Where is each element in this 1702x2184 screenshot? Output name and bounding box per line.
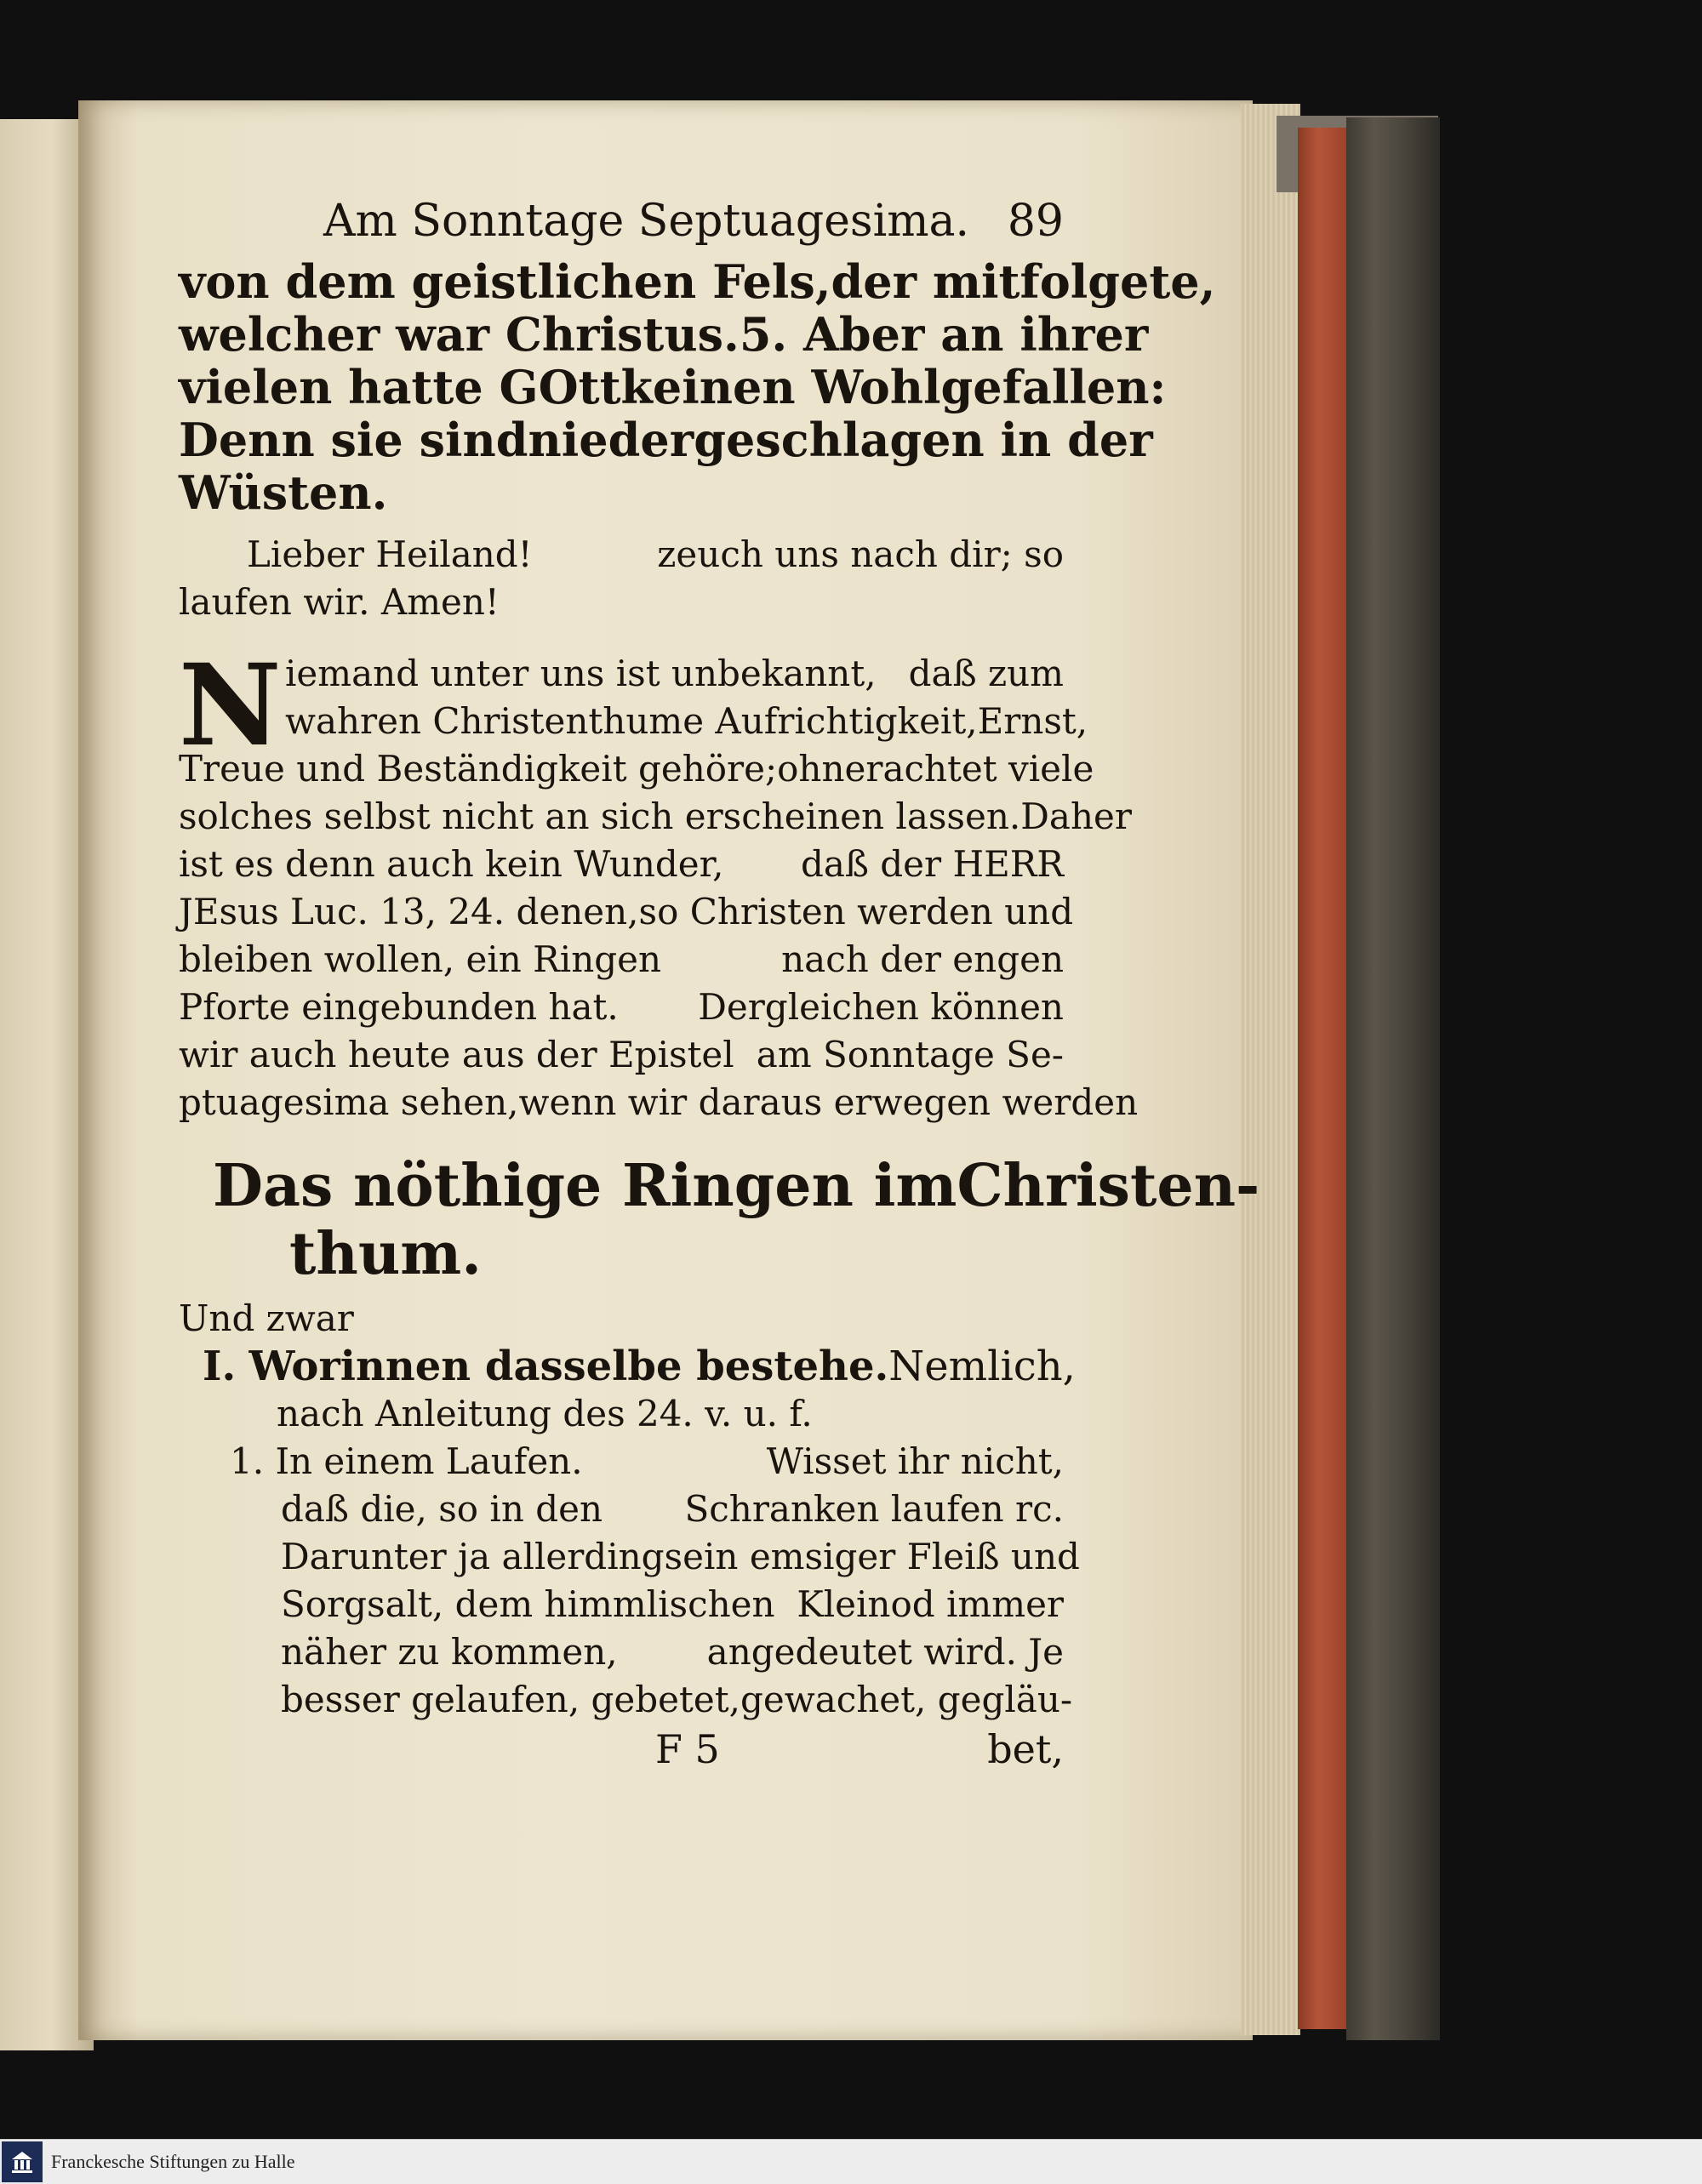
signature-mark: F 5 bbox=[655, 1726, 720, 1772]
item-number: 1. bbox=[230, 1440, 265, 1482]
item-heading: 1. In einem Laufen. Wisset ihr nicht, bbox=[179, 1438, 1064, 1485]
title-line: Das nöthige Ringen im Christen- bbox=[213, 1152, 1260, 1220]
item-line: näher zu kommen, angedeutet wird. Je bbox=[281, 1631, 1064, 1673]
verse-line: Denn sie sind niedergeschlagen in der bbox=[179, 413, 1153, 467]
item-line: daß die, so in den Schranken laufen rc. bbox=[281, 1488, 1064, 1530]
page-number: 89 bbox=[1007, 196, 1064, 247]
und-zwar: Und zwar bbox=[179, 1297, 354, 1339]
intro-line: ptuagesima sehen, wenn wir daraus erwegen werden bbox=[179, 1081, 1139, 1123]
item-line: Sorgsalt, dem himmlischen Kleinod immer bbox=[281, 1583, 1064, 1625]
text-block bbox=[179, 170, 1260, 1775]
attribution-text[interactable]: Franckesche Stiftungen zu Halle bbox=[51, 2151, 295, 2172]
sermon-title bbox=[179, 1152, 1260, 1288]
verse-line: von dem geistlichen Fels, der mitfolgete, bbox=[179, 254, 1216, 309]
verse-line: vielen hatte GOtt keinen Wohlgefallen: bbox=[179, 360, 1167, 414]
intro-line: Treue und Beständigkeit gehöre; ohnerachtet viele bbox=[179, 748, 1094, 790]
item-title: In einem Laufen. bbox=[275, 1440, 583, 1482]
intro-line: JEsus Luc. 13, 24. denen, so Christen werden und bbox=[179, 891, 1074, 932]
item-line: besser gelaufen, gebetet, gewachet, gegläu- bbox=[281, 1679, 1073, 1720]
prayer bbox=[179, 531, 1064, 626]
page-header bbox=[179, 170, 1064, 255]
intro-line: Pforte eingebunden hat. Dergleichen können bbox=[179, 986, 1064, 1028]
catchword: bet, bbox=[987, 1726, 1064, 1772]
drop-cap: N bbox=[179, 640, 282, 772]
part-subline: nach Anleitung des 24. v. u. f. bbox=[277, 1393, 813, 1434]
book-cover bbox=[1346, 117, 1440, 2040]
title-line: thum. bbox=[289, 1220, 482, 1288]
intro-line: wahren Christenthume Aufrichtigkeit, Ernst, bbox=[285, 700, 1088, 742]
intro-paragraph bbox=[179, 640, 1139, 1126]
part-heading: I. Worinnen dasselbe bestehe. Nemlich, bbox=[203, 1343, 1076, 1390]
intro-line: ist es denn auch kein Wunder, daß der HERR bbox=[179, 843, 1064, 885]
sermon-outline bbox=[179, 1295, 1080, 1724]
verse-line: Wüsten. bbox=[179, 465, 388, 520]
page-footer bbox=[179, 1724, 1064, 1775]
red-page-edge bbox=[1298, 128, 1349, 2029]
scripture-verse bbox=[179, 254, 1216, 520]
part-title: Worinnen dasselbe bestehe. bbox=[248, 1343, 889, 1390]
verse-line: welcher war Christus. 5. Aber an ihrer bbox=[179, 307, 1149, 362]
intro-line: iemand unter uns ist unbekannt, daß zum bbox=[285, 653, 1064, 694]
intro-line: solches selbst nicht an sich erscheinen lassen. Daher bbox=[179, 795, 1132, 837]
item-line: Darunter ja allerdings ein emsiger Fleiß und bbox=[281, 1536, 1080, 1577]
intro-line: bleiben wollen, ein Ringen nach der engen bbox=[179, 938, 1064, 980]
part-number: I. bbox=[203, 1343, 237, 1390]
attribution-bar bbox=[0, 2139, 1702, 2184]
building-icon bbox=[9, 2149, 35, 2175]
prayer-line: laufen wir. Amen! bbox=[179, 581, 500, 623]
running-title: Am Sonntage Septuagesima. bbox=[323, 196, 970, 247]
prayer-line: Lieber Heiland! zeuch uns nach dir; so bbox=[247, 533, 1064, 575]
institution-logo[interactable] bbox=[2, 2141, 43, 2182]
page-edges bbox=[1241, 104, 1300, 2035]
intro-line: wir auch heute aus der Epistel am Sonntage Se- bbox=[179, 1034, 1064, 1075]
